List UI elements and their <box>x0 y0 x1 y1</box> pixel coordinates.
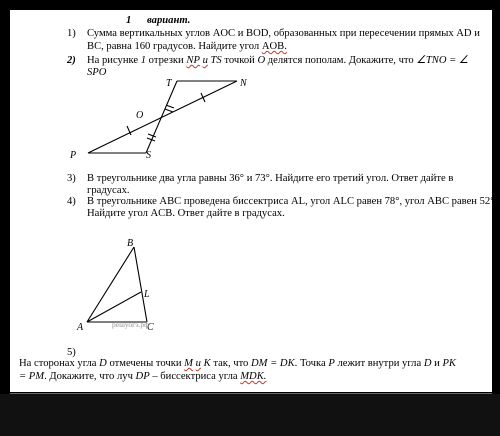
q5-point-d: D <box>99 358 107 369</box>
tick-mark-to-1 <box>166 105 174 108</box>
variant-number: 1 <box>126 15 132 26</box>
q5-segment-pk: PK <box>442 358 456 369</box>
q5-text-3: так, что <box>210 358 252 369</box>
label-n: N <box>240 78 247 89</box>
q2-line1 <box>87 55 468 67</box>
q5-text-8: – биссектриса угла <box>149 371 241 382</box>
q5-point-k: K <box>203 358 211 369</box>
q2-and: и <box>202 55 208 66</box>
label-c: C <box>147 322 154 333</box>
label-a: A <box>77 322 84 333</box>
side-ab <box>87 247 134 322</box>
q5-text-2: отмечены точки <box>106 358 185 369</box>
q5-ray-dp: DP <box>135 371 150 382</box>
q1-line1: Сумма вертикальных углов AOC и BOD, образованных при пересечении прямых AD и <box>87 28 480 39</box>
label-s: S <box>146 150 151 161</box>
q5-angle-mdk: MDK. <box>240 371 267 382</box>
q4-number: 4) <box>67 196 76 207</box>
label-b: B <box>127 238 134 249</box>
q2-segment-np: NP <box>186 55 200 66</box>
q1-line2 <box>87 41 287 53</box>
q2-text-2: отрезки <box>146 55 187 66</box>
q5-line2 <box>19 371 266 383</box>
q2-point-o: O <box>257 55 266 66</box>
q2-segment-ts: TS <box>210 55 222 66</box>
q5-equality: DM = DK <box>251 358 295 369</box>
q5-number: 5) <box>67 347 76 358</box>
q2-line2: SPO <box>87 67 107 78</box>
figure-2 <box>70 235 170 335</box>
variant-title: вариант. <box>147 15 191 26</box>
bisector-al <box>87 292 141 322</box>
q1-angle-aob: AOB. <box>261 41 287 52</box>
segment-ts <box>146 81 177 153</box>
label-p: P <box>70 150 77 161</box>
q2-text-1: На рисунке <box>87 55 141 66</box>
q5-text-4: . Точка <box>294 358 329 369</box>
q5-and: и <box>195 358 201 369</box>
label-o: O <box>136 110 144 121</box>
q1-number: 1) <box>67 28 76 39</box>
q5-point-d-2: D <box>423 358 432 369</box>
q5-text-7: . Докажите, что луч <box>44 371 136 382</box>
q2-figure-ref: 1 <box>140 55 147 66</box>
q4-line2: Найдите угол ACB. Ответ дайте в градусах. <box>87 208 285 219</box>
q5-equality-pm: = PM <box>19 371 45 382</box>
tick-mark-to-2 <box>165 109 173 112</box>
q3-number: 3) <box>67 173 76 184</box>
q2-number: 2) <box>67 55 76 66</box>
q5-point-p: P <box>328 358 335 369</box>
q2-text-3: точкой <box>221 55 258 66</box>
q2-angle-tno: ∠TNO = ∠ <box>416 55 469 66</box>
side-bc <box>134 247 147 322</box>
q5-point-m: M <box>184 358 193 369</box>
q1-line2-text: BC, равна 160 градусов. Найдите угол <box>87 41 262 52</box>
label-l: L <box>144 289 150 300</box>
q3-line2: градусах. <box>87 185 130 196</box>
tick-mark-os-1 <box>148 134 156 137</box>
q4-line1: В треугольнике ABC проведена биссектриса AL, угол ALC равен 78°, угол ABC равен 52°. <box>87 196 498 207</box>
segment-pn <box>88 81 237 153</box>
q5-line1 <box>19 358 456 370</box>
q5-text-5: лежит внутри угла <box>334 358 424 369</box>
watermark: решуогэ.рф <box>112 320 149 329</box>
figure-1 <box>60 70 260 170</box>
q5-text-1: На сторонах угла <box>19 358 100 369</box>
label-t: T <box>166 78 172 89</box>
q2-text-4: делятся пополам. Докажите, что <box>265 55 417 66</box>
bottom-band <box>0 394 500 436</box>
q5-text-6: и <box>431 358 443 369</box>
q3-line1: В треугольнике два угла равны 36° и 73°. Найдите его третий угол. Ответ дайте в <box>87 173 454 184</box>
